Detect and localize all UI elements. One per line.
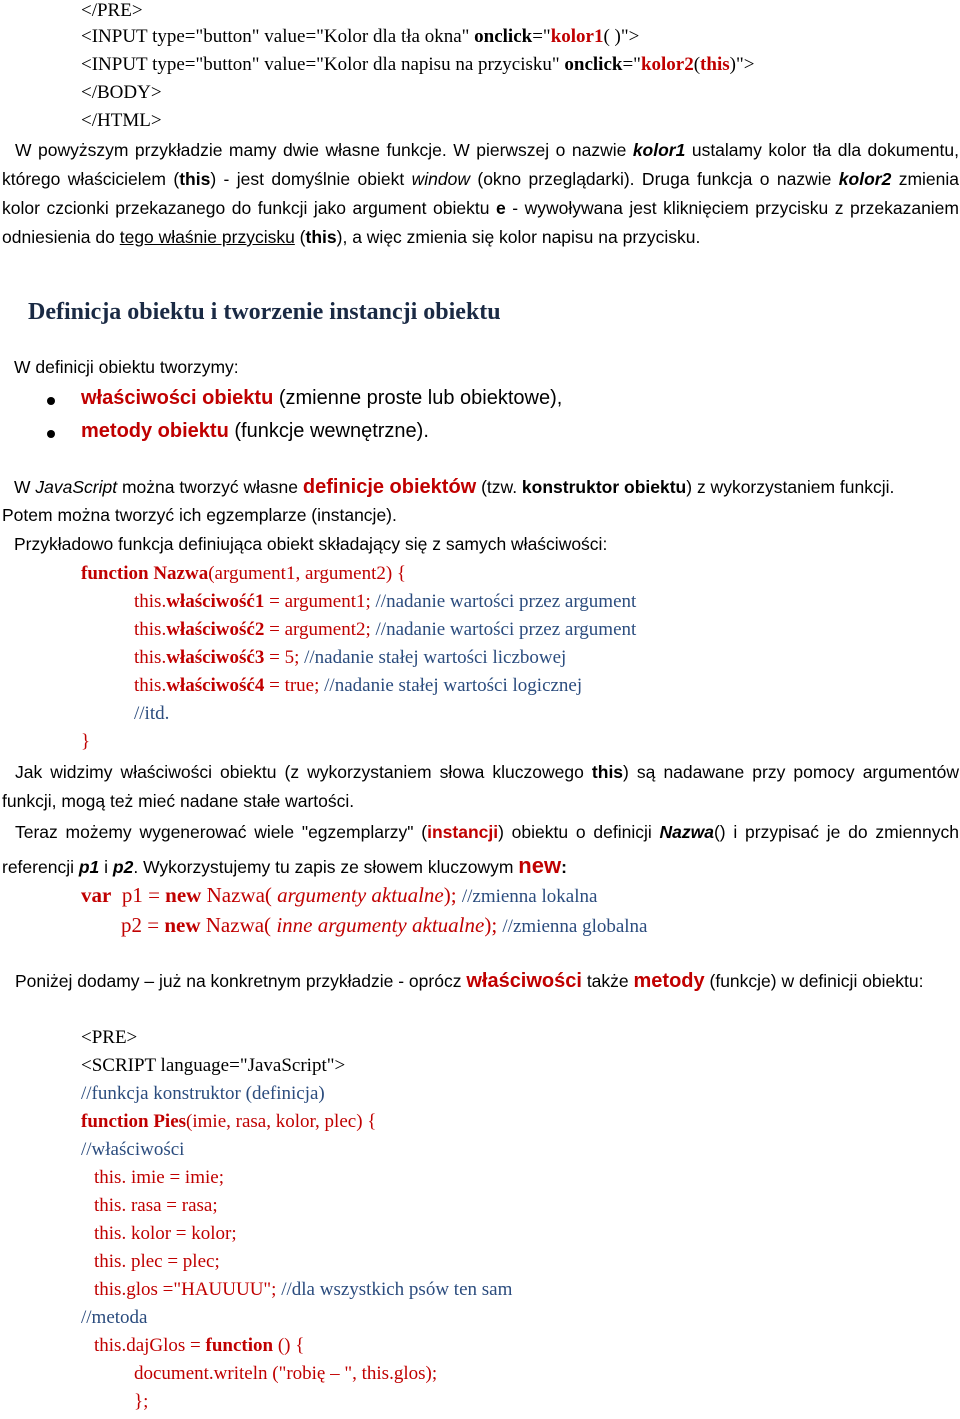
text: p1 [78, 857, 100, 877]
code-property: właściwość2 [166, 619, 265, 640]
text: ) obiektu o definicji [498, 822, 660, 842]
bullet-item-methods [81, 420, 429, 443]
code-comment-etc: //itd. [134, 703, 170, 724]
paragraph-definitions-line2: Potem można tworzyć ich egzemplarze (instancje). [2, 505, 397, 525]
code-comment: //nadanie wartości przez argument [375, 619, 637, 640]
code-keyword: onclick [564, 54, 623, 75]
code-keyword: this [700, 54, 730, 75]
text: this [179, 169, 211, 189]
code-comment: //dla wszystkich psów ten sam [281, 1279, 513, 1300]
code-keyword: function Pies [81, 1111, 187, 1132]
code-text: = 5; [264, 647, 305, 668]
code-text: <INPUT type="button" value="Kolor dla tła okna" [81, 26, 475, 47]
text: właściwości obiektu [81, 387, 274, 409]
text: p2 [112, 857, 134, 877]
code-text: (argument1, argument2) { [208, 563, 407, 584]
code-text: = argument1; [264, 591, 376, 612]
paragraph-properties-explanation [2, 758, 959, 816]
code-line-input2 [81, 54, 754, 76]
bullet-dot [47, 430, 55, 438]
code-property-line: this. imie = imie; [94, 1167, 224, 1188]
text: Teraz możemy wygenerować wiele "egzemplarzy" ( [15, 822, 428, 842]
text: instancji [427, 822, 499, 842]
code-property-line: this. rasa = rasa; [94, 1195, 218, 1216]
text: JavaScript [35, 477, 118, 497]
code-text: this.dajGlos = [94, 1335, 206, 1356]
text: ) są nadawane przy pomocy argumentów funkcji, mogą też mieć nadane stałe wartości. [2, 762, 960, 811]
code-function-nazwa [81, 563, 406, 585]
section-heading: Definicja obiektu i tworzenie instancji obiektu [28, 299, 501, 325]
text: Nazwa [659, 822, 714, 842]
text: i [99, 857, 113, 877]
code-comment: //nadanie stałej wartości logicznej [324, 675, 583, 696]
text: - wywoływana jest kliknięciem przycisku z przekazaniem odniesienia do [2, 198, 959, 247]
text: tego właśnie przycisku [119, 227, 295, 247]
code-text: this.glos ="HAUUUU"; [94, 1279, 282, 1300]
code-text: this. [134, 591, 167, 612]
text: można tworzyć własne [117, 477, 303, 497]
text: () i przypisać je do zmiennych referencji [2, 822, 960, 877]
code-comment: //nadanie stałej wartości liczbowej [304, 647, 567, 668]
code-text: <INPUT type="button" value="Kolor dla napisu na przycisku" [81, 54, 565, 75]
code-comment: //zmienna lokalna [461, 886, 598, 907]
paragraph-methods-intro [2, 966, 959, 996]
paragraph-example-intro: Przykładowo funkcja definiująca obiekt składający się z samych właściwości: [14, 534, 608, 554]
text: metody obiektu [81, 420, 229, 442]
code-property-line: this. plec = plec; [94, 1251, 220, 1272]
paragraph-instances [2, 816, 959, 884]
text: : [561, 857, 567, 877]
code-line-pre-close: </PRE> [81, 0, 143, 21]
code-keyword: new [165, 883, 202, 907]
code-line-body-close: </BODY> [81, 82, 162, 103]
code-text: () { [273, 1335, 305, 1356]
text: . Wykorzystujemy tu zapis ze słowem kluczowym [133, 857, 519, 877]
code-text: = argument2; [264, 619, 376, 640]
code-text: = true; [264, 675, 325, 696]
code-function-name: kolor2 [640, 54, 694, 75]
code-property-line [134, 619, 636, 641]
text: definicje obiektów [302, 476, 477, 498]
code-property-line [134, 591, 636, 613]
text: metody [633, 970, 705, 992]
code-function-pies [81, 1111, 376, 1133]
code-property-line [134, 675, 582, 697]
code-keyword: new [164, 913, 201, 937]
paragraph-functions-explanation [2, 136, 959, 252]
code-text: argumenty aktualne [277, 883, 444, 907]
bullet-item-properties [81, 387, 562, 410]
code-text: this. [134, 647, 167, 668]
text: ustalamy kolor tła dla dokumentu, którego właścicielem ( [2, 140, 959, 189]
text: (okno przeglądarki). Druga funkcja o nazwie [469, 169, 839, 189]
text: ), a więc zmienia się kolor napisu na przycisku. [336, 227, 701, 247]
text: W [14, 477, 36, 497]
text: ) - jest domyślnie obiekt [210, 169, 412, 189]
code-text: this. [134, 675, 167, 696]
code-var-p2 [121, 913, 648, 938]
text: właściwości [466, 970, 582, 992]
code-function-name: kolor1 [550, 26, 604, 47]
code-property: właściwość3 [166, 647, 265, 668]
text: Poniżej dodamy – już na konkretnym przykładzie - oprócz [15, 971, 467, 991]
code-comment: //zmienna globalna [502, 916, 648, 937]
code-text: ( )"> [603, 26, 640, 47]
text: W powyższym przykładzie mamy dwie własne funkcje. W pierwszej o nazwie [15, 140, 633, 160]
code-text: ( [693, 54, 701, 75]
text: także [581, 971, 634, 991]
text: ) z wykorzystaniem funkcji. [686, 477, 895, 497]
code-property-line [134, 647, 566, 669]
text: (zmienne proste lub obiektowe), [273, 387, 563, 409]
code-closing-brace: } [81, 731, 91, 752]
text: e [495, 198, 506, 218]
text: (funkcje) w definicji obiektu: [704, 971, 924, 991]
text: konstruktor obiektu [521, 477, 687, 497]
text: (funkcje wewnętrzne). [228, 420, 429, 442]
code-keyword: function Nazwa [81, 563, 209, 584]
code-text: =" [622, 54, 641, 75]
text: this [305, 227, 337, 247]
code-line-html-close: </HTML> [81, 110, 162, 131]
code-method-close: }; [134, 1391, 149, 1412]
code-keyword: var [81, 883, 112, 907]
code-comment: //nadanie wartości przez argument [375, 591, 637, 612]
text: kolor1 [632, 140, 686, 160]
code-pre-open: <PRE> [81, 1027, 138, 1048]
text: kolor2 [838, 169, 892, 189]
code-property-line: this. kolor = kolor; [94, 1223, 237, 1244]
code-comment: //właściwości [81, 1139, 185, 1160]
bullet-dot [47, 397, 55, 405]
text: (tzw. [476, 477, 522, 497]
code-text: =" [532, 26, 551, 47]
code-text: ); [443, 883, 462, 907]
code-script-open: <SCRIPT language="JavaScript"> [81, 1055, 346, 1076]
code-text: ); [484, 913, 503, 937]
code-property: właściwość4 [166, 675, 265, 696]
text: ( [294, 227, 306, 247]
paragraph-definitions-line1 [14, 476, 894, 499]
text: Jak widzimy właściwości obiektu (z wykorzystaniem słowa kluczowego [15, 762, 592, 782]
code-text: )"> [729, 54, 755, 75]
code-text: p1 = [111, 883, 166, 907]
text: window [411, 169, 470, 189]
code-text: p2 = [121, 913, 165, 937]
code-method-line [94, 1335, 304, 1357]
intro-text: W definicji obiektu tworzymy: [14, 357, 239, 377]
text: new [518, 853, 562, 878]
code-comment: //funkcja konstruktor (definicja) [81, 1083, 325, 1104]
code-keyword: onclick [474, 26, 533, 47]
text: zmienia kolor czcionki przekazanego do funkcji jako argument obiektu [2, 169, 959, 218]
code-text: this. [134, 619, 167, 640]
code-keyword: function [205, 1335, 274, 1356]
text: this [591, 762, 624, 782]
code-text: Nazwa( [200, 913, 277, 937]
code-var-p1 [81, 883, 597, 908]
code-property: właściwość1 [166, 591, 265, 612]
code-text: (imie, rasa, kolor, plec) { [186, 1111, 377, 1132]
code-line-input1 [81, 26, 639, 48]
code-text: inne argumenty aktualne [276, 913, 485, 937]
code-comment: //metoda [81, 1307, 148, 1328]
code-method-body: document.writeln ("robię – ", this.glos); [134, 1363, 438, 1384]
code-property-line [94, 1279, 512, 1301]
code-text: Nazwa( [201, 883, 278, 907]
